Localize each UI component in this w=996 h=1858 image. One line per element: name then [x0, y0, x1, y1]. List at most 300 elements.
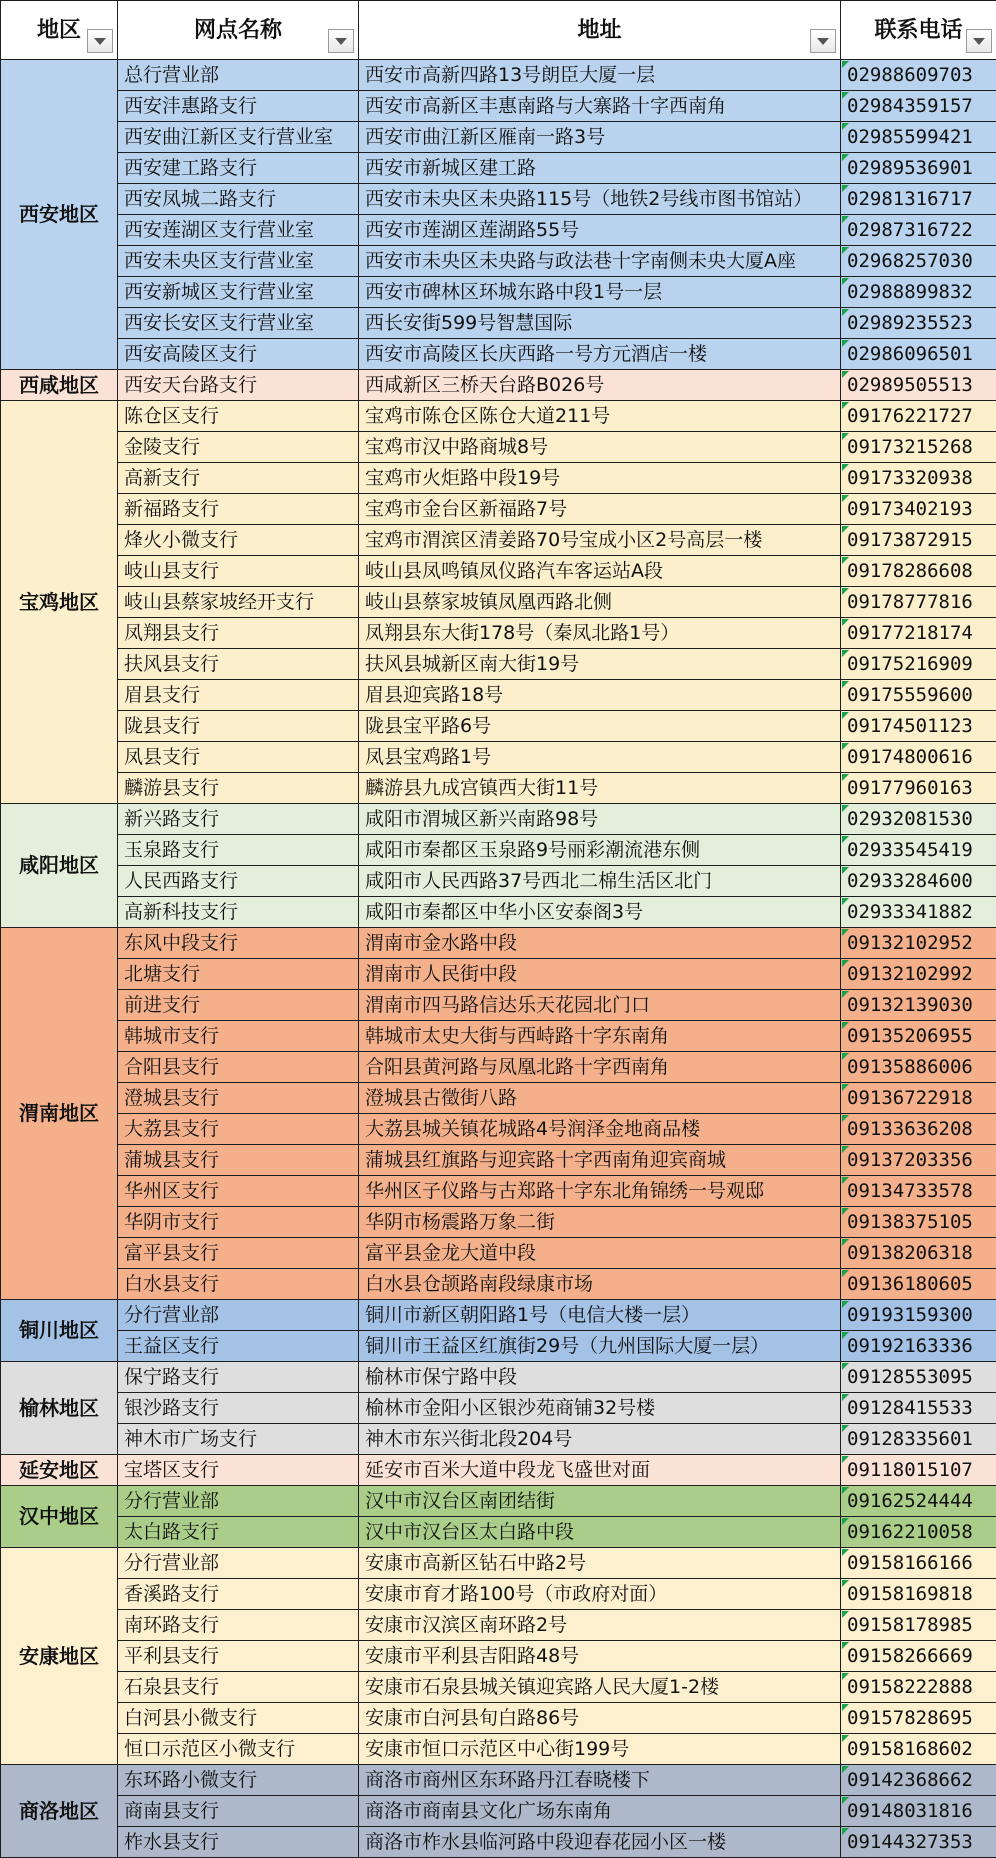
address-cell[interactable]: 安康市汉滨区南环路2号: [359, 1610, 841, 1641]
phone-number: 02989505513: [847, 374, 973, 396]
number-as-text-indicator-icon: [842, 1053, 849, 1060]
region-cell[interactable]: 榆林地区: [1, 1362, 118, 1455]
address-cell[interactable]: 安康市高新区钻石中路2号: [359, 1548, 841, 1579]
phone-cell[interactable]: [841, 742, 996, 773]
address-cell[interactable]: 安康市石泉县城关镇迎宾路人民大厦1-2楼: [359, 1672, 841, 1703]
address-cell[interactable]: 华阴市杨震路万象二街: [359, 1207, 841, 1238]
branch-name-cell[interactable]: 西安天台路支行: [118, 370, 359, 401]
phone-number: 09177218174: [847, 622, 973, 644]
table-row: [1, 1734, 996, 1765]
phone-cell[interactable]: [841, 587, 996, 618]
phone-cell[interactable]: [841, 1145, 996, 1176]
number-as-text-indicator-icon: [842, 216, 849, 223]
phone-cell[interactable]: [841, 1672, 996, 1703]
branch-name-cell[interactable]: 玉泉路支行: [118, 835, 359, 866]
branch-name-cell[interactable]: 麟游县支行: [118, 773, 359, 804]
table-row: [1, 122, 996, 153]
branch-name-cell[interactable]: 新兴路支行: [118, 804, 359, 835]
table-row: [1, 1269, 996, 1300]
address-cell[interactable]: 宝鸡市渭滨区清姜路70号宝成小区2号高层一楼: [359, 525, 841, 556]
branch-name-cell[interactable]: 扶风县支行: [118, 649, 359, 680]
table-row: [1, 680, 996, 711]
branch-name-cell[interactable]: 石泉县支行: [118, 1672, 359, 1703]
table-row: [1, 1300, 996, 1331]
region-cell[interactable]: 西咸地区: [1, 370, 118, 401]
phone-cell[interactable]: [841, 91, 996, 122]
address-cell[interactable]: 商洛市商南县文化广场东南角: [359, 1796, 841, 1827]
phone-number: 09173402193: [847, 498, 973, 520]
number-as-text-indicator-icon: [842, 681, 849, 688]
branch-name-cell[interactable]: 金陵支行: [118, 432, 359, 463]
phone-number: 02933341882: [847, 901, 973, 923]
phone-number: 02981316717: [847, 188, 973, 210]
number-as-text-indicator-icon: [842, 247, 849, 254]
number-as-text-indicator-icon: [842, 867, 849, 874]
phone-cell[interactable]: [841, 618, 996, 649]
address-cell[interactable]: 安康市育才路100号（市政府对面）: [359, 1579, 841, 1610]
table-row: [1, 1393, 996, 1424]
phone-cell[interactable]: [841, 1734, 996, 1765]
phone-cell[interactable]: [841, 1765, 996, 1796]
address-cell[interactable]: 渭南市四马路信达乐天花园北门口: [359, 990, 841, 1021]
address-cell[interactable]: 西安市碑林区环城东路中段1号一层: [359, 277, 841, 308]
table-row: [1, 1796, 996, 1827]
address-cell[interactable]: 榆林市金阳小区银沙苑商铺32号楼: [359, 1393, 841, 1424]
branch-name-cell[interactable]: 陈仓区支行: [118, 401, 359, 432]
phone-number: 02989235523: [847, 312, 973, 334]
table-row: [1, 1610, 996, 1641]
number-as-text-indicator-icon: [842, 402, 849, 409]
phone-cell[interactable]: [841, 990, 996, 1021]
address-cell[interactable]: 合阳县黄河路与凤凰北路十字西南角: [359, 1052, 841, 1083]
address-cell[interactable]: 富平县金龙大道中段: [359, 1238, 841, 1269]
phone-number: 09158222888: [847, 1676, 973, 1698]
region-cell[interactable]: 西安地区: [1, 60, 118, 370]
address-cell[interactable]: 汉中市汉台区太白路中段: [359, 1517, 841, 1548]
phone-cell[interactable]: [841, 60, 996, 91]
phone-number: 02932081530: [847, 808, 973, 830]
phone-cell[interactable]: [841, 1052, 996, 1083]
phone-number: 02985599421: [847, 126, 973, 148]
branch-name-cell[interactable]: 蒲城县支行: [118, 1145, 359, 1176]
number-as-text-indicator-icon: [842, 1673, 849, 1680]
branch-name-cell[interactable]: 柞水县支行: [118, 1827, 359, 1858]
number-as-text-indicator-icon: [842, 1239, 849, 1246]
header-address: [359, 1, 841, 60]
branch-name-cell[interactable]: 西安莲湖区支行营业室: [118, 215, 359, 246]
phone-cell[interactable]: [841, 1300, 996, 1331]
phone-cell[interactable]: [841, 339, 996, 370]
address-cell[interactable]: 渭南市金水路中段: [359, 928, 841, 959]
header-row: [1, 1, 996, 60]
phone-number: 09158266669: [847, 1645, 973, 1667]
phone-number: 02984359157: [847, 95, 973, 117]
filter-dropdown-icon[interactable]: [87, 29, 113, 53]
address-cell[interactable]: 铜川市新区朝阳路1号（电信大楼一层）: [359, 1300, 841, 1331]
number-as-text-indicator-icon: [842, 61, 849, 68]
branch-name-cell[interactable]: 分行营业部: [118, 1300, 359, 1331]
table-row: [1, 1052, 996, 1083]
address-cell[interactable]: 西安市曲江新区雁南一路3号: [359, 122, 841, 153]
phone-cell[interactable]: [841, 153, 996, 184]
phone-number: 09158178985: [847, 1614, 973, 1636]
address-cell[interactable]: 西长安街599号智慧国际: [359, 308, 841, 339]
address-cell[interactable]: 商洛市柞水县临河路中段迎春花园小区一楼: [359, 1827, 841, 1858]
phone-cell[interactable]: [841, 1207, 996, 1238]
phone-cell[interactable]: [841, 1114, 996, 1145]
branch-name-cell[interactable]: 香溪路支行: [118, 1579, 359, 1610]
table-row: [1, 1176, 996, 1207]
branch-name-cell[interactable]: 凤翔县支行: [118, 618, 359, 649]
address-cell[interactable]: 岐山县蔡家坡镇凤凰西路北侧: [359, 587, 841, 618]
number-as-text-indicator-icon: [842, 92, 849, 99]
branch-name-cell[interactable]: 商南县支行: [118, 1796, 359, 1827]
phone-cell[interactable]: [841, 1021, 996, 1052]
branch-name-cell[interactable]: 西安凤城二路支行: [118, 184, 359, 215]
phone-number: 09136180605: [847, 1273, 973, 1295]
region-cell[interactable]: 宝鸡地区: [1, 401, 118, 804]
branch-name-cell[interactable]: 白河县小微支行: [118, 1703, 359, 1734]
address-cell[interactable]: 汉中市汉台区南团结街: [359, 1486, 841, 1517]
branch-name-cell[interactable]: 凤县支行: [118, 742, 359, 773]
phone-number: 09135206955: [847, 1025, 973, 1047]
table-row: [1, 1455, 996, 1486]
branch-name-cell[interactable]: 前进支行: [118, 990, 359, 1021]
phone-cell[interactable]: [841, 835, 996, 866]
phone-cell[interactable]: [841, 308, 996, 339]
table-row: [1, 1827, 996, 1858]
number-as-text-indicator-icon: [842, 805, 849, 812]
phone-cell[interactable]: [841, 711, 996, 742]
phone-number: 09177960163: [847, 777, 973, 799]
phone-cell[interactable]: [841, 866, 996, 897]
branch-name-cell[interactable]: 南环路支行: [118, 1610, 359, 1641]
branch-name-cell[interactable]: 东风中段支行: [118, 928, 359, 959]
phone-cell[interactable]: [841, 401, 996, 432]
branch-name-cell[interactable]: 人民西路支行: [118, 866, 359, 897]
branch-name-cell[interactable]: 大荔县支行: [118, 1114, 359, 1145]
number-as-text-indicator-icon: [842, 495, 849, 502]
address-cell[interactable]: 眉县迎宾路18号: [359, 680, 841, 711]
phone-cell[interactable]: [841, 928, 996, 959]
number-as-text-indicator-icon: [842, 154, 849, 161]
branch-name-cell[interactable]: 总行营业部: [118, 60, 359, 91]
phone-number: 09158166166: [847, 1552, 973, 1574]
address-cell[interactable]: 白水县仓颉路南段绿康市场: [359, 1269, 841, 1300]
phone-cell[interactable]: [841, 277, 996, 308]
region-cell[interactable]: 渭南地区: [1, 928, 118, 1300]
phone-cell[interactable]: [841, 463, 996, 494]
address-cell[interactable]: 咸阳市渭城区新兴南路98号: [359, 804, 841, 835]
phone-cell[interactable]: [841, 773, 996, 804]
table-row: [1, 60, 996, 91]
phone-cell[interactable]: [841, 1796, 996, 1827]
branch-name-cell[interactable]: 北塘支行: [118, 959, 359, 990]
branch-name-cell[interactable]: 高新支行: [118, 463, 359, 494]
address-cell[interactable]: 西安市高陵区长庆西路一号方元酒店一楼: [359, 339, 841, 370]
branch-name-cell[interactable]: 眉县支行: [118, 680, 359, 711]
table-row: [1, 1517, 996, 1548]
phone-cell[interactable]: [841, 680, 996, 711]
table-row: [1, 742, 996, 773]
phone-cell[interactable]: [841, 1641, 996, 1672]
address-cell[interactable]: 咸阳市人民西路37号西北二棉生活区北门: [359, 866, 841, 897]
branch-name-cell[interactable]: 银沙路支行: [118, 1393, 359, 1424]
address-cell[interactable]: 宝鸡市陈仓区陈仓大道211号: [359, 401, 841, 432]
phone-cell[interactable]: [841, 525, 996, 556]
phone-cell[interactable]: [841, 1424, 996, 1455]
number-as-text-indicator-icon: [842, 650, 849, 657]
phone-number: 09134733578: [847, 1180, 973, 1202]
region-cell[interactable]: 汉中地区: [1, 1486, 118, 1548]
phone-cell[interactable]: [841, 1362, 996, 1393]
phone-cell[interactable]: [841, 246, 996, 277]
branch-name-cell[interactable]: 恒口示范区小微支行: [118, 1734, 359, 1765]
phone-cell[interactable]: [841, 1455, 996, 1486]
phone-cell[interactable]: [841, 1827, 996, 1858]
branch-name-cell[interactable]: 保宁路支行: [118, 1362, 359, 1393]
phone-number: 02933284600: [847, 870, 973, 892]
table-row: [1, 618, 996, 649]
table-row: [1, 1145, 996, 1176]
address-cell[interactable]: 商洛市商州区东环路丹江春晓楼下: [359, 1765, 841, 1796]
branch-name-cell[interactable]: 神木市广场支行: [118, 1424, 359, 1455]
phone-cell[interactable]: [841, 1238, 996, 1269]
region-cell[interactable]: 延安地区: [1, 1455, 118, 1486]
table-row: [1, 587, 996, 618]
number-as-text-indicator-icon: [842, 929, 849, 936]
branch-name-cell[interactable]: 平利县支行: [118, 1641, 359, 1672]
phone-number: 09148031816: [847, 1800, 973, 1822]
number-as-text-indicator-icon: [842, 371, 849, 378]
number-as-text-indicator-icon: [842, 1828, 849, 1835]
branch-name-cell[interactable]: 东环路小微支行: [118, 1765, 359, 1796]
header-phone: [841, 1, 996, 60]
table-row: [1, 184, 996, 215]
number-as-text-indicator-icon: [842, 1208, 849, 1215]
address-cell[interactable]: 宝鸡市火炬路中段19号: [359, 463, 841, 494]
region-cell[interactable]: 安康地区: [1, 1548, 118, 1765]
table-row: [1, 1672, 996, 1703]
address-cell[interactable]: 安康市白河县旬白路86号: [359, 1703, 841, 1734]
branch-name-cell[interactable]: 西安曲江新区支行营业室: [118, 122, 359, 153]
table-row: [1, 432, 996, 463]
address-cell[interactable]: 凤县宝鸡路1号: [359, 742, 841, 773]
address-cell[interactable]: 西咸新区三桥天台路B026号: [359, 370, 841, 401]
address-cell[interactable]: 麟游县九成宫镇西大街11号: [359, 773, 841, 804]
number-as-text-indicator-icon: [842, 1022, 849, 1029]
table-row: [1, 1114, 996, 1145]
branch-name-cell[interactable]: 高新科技支行: [118, 897, 359, 928]
address-cell[interactable]: 澄城县古徵街八路: [359, 1083, 841, 1114]
region-cell[interactable]: 铜川地区: [1, 1300, 118, 1362]
phone-cell[interactable]: [841, 432, 996, 463]
branch-name-cell[interactable]: 西安新城区支行营业室: [118, 277, 359, 308]
branch-name-cell[interactable]: 西安未央区支行营业室: [118, 246, 359, 277]
address-cell[interactable]: 陇县宝平路6号: [359, 711, 841, 742]
phone-cell[interactable]: [841, 1517, 996, 1548]
phone-number: 02968257030: [847, 250, 973, 272]
branch-name-cell[interactable]: 岐山县蔡家坡经开支行: [118, 587, 359, 618]
phone-number: 09142368662: [847, 1769, 973, 1791]
phone-number: 09138375105: [847, 1211, 973, 1233]
table-row: [1, 1579, 996, 1610]
region-cell[interactable]: 商洛地区: [1, 1765, 118, 1858]
address-cell[interactable]: 扶风县城新区南大街19号: [359, 649, 841, 680]
branch-name-cell[interactable]: 白水县支行: [118, 1269, 359, 1300]
phone-cell[interactable]: [841, 1703, 996, 1734]
table-row: [1, 525, 996, 556]
branch-name-cell[interactable]: 澄城县支行: [118, 1083, 359, 1114]
phone-cell[interactable]: [841, 370, 996, 401]
number-as-text-indicator-icon: [842, 991, 849, 998]
address-cell[interactable]: 西安市未央区未央路115号（地铁2号线市图书馆站）: [359, 184, 841, 215]
number-as-text-indicator-icon: [842, 1394, 849, 1401]
table-row: [1, 649, 996, 680]
branch-name-cell[interactable]: 华阴市支行: [118, 1207, 359, 1238]
phone-number: 09132102952: [847, 932, 973, 954]
branch-name-cell[interactable]: 岐山县支行: [118, 556, 359, 587]
filter-dropdown-icon[interactable]: [810, 29, 836, 53]
number-as-text-indicator-icon: [842, 1084, 849, 1091]
number-as-text-indicator-icon: [842, 1146, 849, 1153]
branch-name-cell[interactable]: 分行营业部: [118, 1548, 359, 1579]
branch-name-cell[interactable]: 王益区支行: [118, 1331, 359, 1362]
phone-number: 09176221727: [847, 405, 973, 427]
branch-name-cell[interactable]: 西安长安区支行营业室: [118, 308, 359, 339]
header-address-label: 地址: [577, 21, 621, 40]
phone-number: 09136722918: [847, 1087, 973, 1109]
table-row: [1, 1362, 996, 1393]
branch-name-cell[interactable]: 合阳县支行: [118, 1052, 359, 1083]
branch-name-cell[interactable]: 西安建工路支行: [118, 153, 359, 184]
address-cell[interactable]: 岐山县凤鸣镇凤仪路汽车客运站A段: [359, 556, 841, 587]
number-as-text-indicator-icon: [842, 1766, 849, 1773]
filter-dropdown-icon[interactable]: [966, 29, 992, 53]
phone-number: 02988899832: [847, 281, 973, 303]
branch-name-cell[interactable]: 陇县支行: [118, 711, 359, 742]
table-row: [1, 1424, 996, 1455]
address-cell[interactable]: 榆林市保宁路中段: [359, 1362, 841, 1393]
number-as-text-indicator-icon: [842, 836, 849, 843]
address-cell[interactable]: 西安市莲湖区莲湖路55号: [359, 215, 841, 246]
table-row: [1, 370, 996, 401]
address-cell[interactable]: 西安市未央区未央路与政法巷十字南侧未央大厦A座: [359, 246, 841, 277]
filter-dropdown-icon[interactable]: [328, 29, 354, 53]
address-cell[interactable]: 西安市新城区建工路: [359, 153, 841, 184]
address-cell[interactable]: 宝鸡市金台区新福路7号: [359, 494, 841, 525]
table-row: [1, 1486, 996, 1517]
table-row: [1, 401, 996, 432]
number-as-text-indicator-icon: [842, 1704, 849, 1711]
branch-name-cell[interactable]: 西安高陵区支行: [118, 339, 359, 370]
phone-cell[interactable]: [841, 215, 996, 246]
branch-name-cell[interactable]: 韩城市支行: [118, 1021, 359, 1052]
address-cell[interactable]: 蒲城县红旗路与迎宾路十字西南角迎宾商城: [359, 1145, 841, 1176]
address-cell[interactable]: 咸阳市秦都区中华小区安泰阁3号: [359, 897, 841, 928]
phone-cell[interactable]: [841, 1610, 996, 1641]
phone-number: 09158169818: [847, 1583, 973, 1605]
phone-cell[interactable]: [841, 1269, 996, 1300]
address-cell[interactable]: 延安市百米大道中段龙飞盛世对面: [359, 1455, 841, 1486]
branch-name-cell[interactable]: 新福路支行: [118, 494, 359, 525]
address-cell[interactable]: 铜川市王益区红旗街29号（九州国际大厦一层）: [359, 1331, 841, 1362]
branch-name-cell[interactable]: 太白路支行: [118, 1517, 359, 1548]
address-cell[interactable]: 韩城市太史大街与西峙路十字东南角: [359, 1021, 841, 1052]
branch-name-cell[interactable]: 富平县支行: [118, 1238, 359, 1269]
table-row: [1, 1021, 996, 1052]
address-cell[interactable]: 宝鸡市汉中路商城8号: [359, 432, 841, 463]
address-cell[interactable]: 西安市高新区丰惠南路与大寨路十字西南角: [359, 91, 841, 122]
address-cell[interactable]: 华州区子仪路与古郑路十字东北角锦绣一号观邸: [359, 1176, 841, 1207]
phone-cell[interactable]: [841, 959, 996, 990]
phone-cell[interactable]: [841, 897, 996, 928]
phone-cell[interactable]: [841, 1548, 996, 1579]
phone-cell[interactable]: [841, 556, 996, 587]
branch-name-cell[interactable]: 西安沣惠路支行: [118, 91, 359, 122]
phone-number: 09193159300: [847, 1304, 973, 1326]
phone-cell[interactable]: [841, 1579, 996, 1610]
address-cell[interactable]: 神木市东兴街北段204号: [359, 1424, 841, 1455]
phone-number: 09135886006: [847, 1056, 973, 1078]
table-row: [1, 1641, 996, 1672]
table-row: [1, 990, 996, 1021]
table-row: [1, 463, 996, 494]
branch-name-cell[interactable]: 宝塔区支行: [118, 1455, 359, 1486]
table-row: [1, 711, 996, 742]
number-as-text-indicator-icon: [842, 1611, 849, 1618]
phone-cell[interactable]: [841, 1083, 996, 1114]
address-cell[interactable]: 大荔县城关镇花城路4号润泽金地商品楼: [359, 1114, 841, 1145]
phone-cell[interactable]: [841, 122, 996, 153]
region-cell[interactable]: 咸阳地区: [1, 804, 118, 928]
address-cell[interactable]: 凤翔县东大街178号（秦凤北路1号）: [359, 618, 841, 649]
branch-name-cell[interactable]: 分行营业部: [118, 1486, 359, 1517]
phone-cell[interactable]: [841, 804, 996, 835]
address-cell[interactable]: 咸阳市秦都区玉泉路9号丽彩潮流港东侧: [359, 835, 841, 866]
address-cell[interactable]: 西安市高新四路13号朗臣大厦一层: [359, 60, 841, 91]
table-row: [1, 1207, 996, 1238]
phone-cell[interactable]: [841, 1393, 996, 1424]
phone-cell[interactable]: [841, 1331, 996, 1362]
number-as-text-indicator-icon: [842, 960, 849, 967]
number-as-text-indicator-icon: [842, 278, 849, 285]
phone-number: 02987316722: [847, 219, 973, 241]
table-row: [1, 215, 996, 246]
number-as-text-indicator-icon: [842, 340, 849, 347]
phone-cell[interactable]: [841, 494, 996, 525]
phone-number: 09158168602: [847, 1738, 973, 1760]
phone-cell[interactable]: [841, 649, 996, 680]
number-as-text-indicator-icon: [842, 588, 849, 595]
address-cell[interactable]: 安康市平利县吉阳路48号: [359, 1641, 841, 1672]
address-cell[interactable]: 渭南市人民街中段: [359, 959, 841, 990]
number-as-text-indicator-icon: [842, 433, 849, 440]
phone-cell[interactable]: [841, 184, 996, 215]
branch-name-cell[interactable]: 华州区支行: [118, 1176, 359, 1207]
address-cell[interactable]: 安康市恒口示范区中心街199号: [359, 1734, 841, 1765]
number-as-text-indicator-icon: [842, 1642, 849, 1649]
header-region: [1, 1, 118, 60]
phone-number: 09173872915: [847, 529, 973, 551]
branch-name-cell[interactable]: 烽火小微支行: [118, 525, 359, 556]
phone-cell[interactable]: [841, 1176, 996, 1207]
number-as-text-indicator-icon: [842, 1177, 849, 1184]
phone-cell[interactable]: [841, 1486, 996, 1517]
number-as-text-indicator-icon: [842, 1518, 849, 1525]
number-as-text-indicator-icon: [842, 1487, 849, 1494]
number-as-text-indicator-icon: [842, 123, 849, 130]
